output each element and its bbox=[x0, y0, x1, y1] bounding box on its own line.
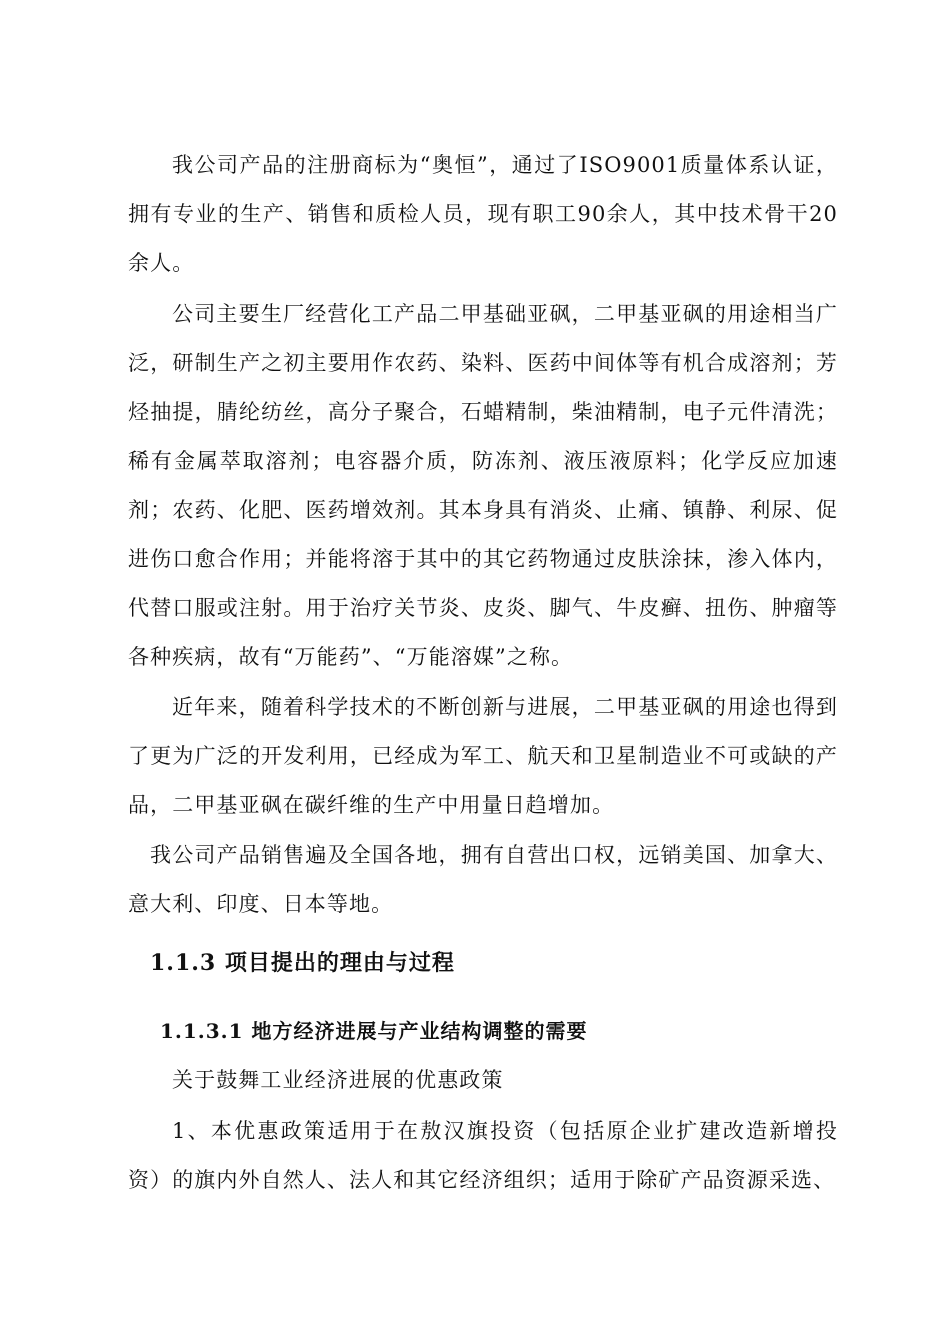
policy-title: 关于鼓舞工业经济进展的优惠政策 bbox=[172, 1068, 504, 1092]
policy-item-1: 1、本优惠政策适用于在敖汉旗投资（包括原企业扩建改造新增投资）的旗内外自然人、法人和其它经济组织；适用于除矿产品资源采选、 bbox=[128, 1119, 838, 1192]
sales-paragraph: 我公司产品销售遍及全国各地，拥有自营出口权，远销美国、加拿大、意大利、印度、日本等地。 bbox=[128, 843, 838, 916]
section-heading: 1.1.3 项目提出的理由与过程 bbox=[150, 950, 455, 976]
subsection-heading: 1.1.3.1 地方经济进展与产业结构调整的需要 bbox=[160, 1019, 588, 1043]
document-body bbox=[128, 141, 838, 1205]
recent-development-paragraph: 近年来，随着科学技术的不断创新与进展，二甲基亚砜的用途也得到了更为广泛的开发利用，已经成为军工、航天和卫星制造业不可或缺的产品，二甲基亚砜在碳纤维的生产中用量日趋增加。 bbox=[128, 695, 838, 817]
company-trademark-paragraph: 我公司产品的注册商标为“奥恒”，通过了ISO9001质量体系认证，拥有专业的生产、销售和质检人员，现有职工90余人，其中技术骨干20余人。 bbox=[128, 153, 838, 275]
product-uses-paragraph: 公司主要生厂经营化工产品二甲基础亚砜，二甲基亚砜的用途相当广泛，研制生产之初主要用作农药、染料、医药中间体等有机合成溶剂；芳烃抽提，腈纶纺丝，高分子聚合，石蜡精制，柴油精制，电子元件清洗；稀有金属萃取溶剂；电容器介质，防冻剂、液压液原料；化学反应加速剂；农药、化肥、医药增效剂。其本身具有消炎、止痛、镇静、利尿、促进伤口愈合作用；并能将溶于其中的其它药物通过皮肤涂抹，渗入体内，代替口服或注射。用于治疗关节炎、皮炎、脚气、牛皮癣、扭伤、肿瘤等各种疾病，故有“万能药”、“万能溶媒”之称。 bbox=[128, 302, 838, 669]
